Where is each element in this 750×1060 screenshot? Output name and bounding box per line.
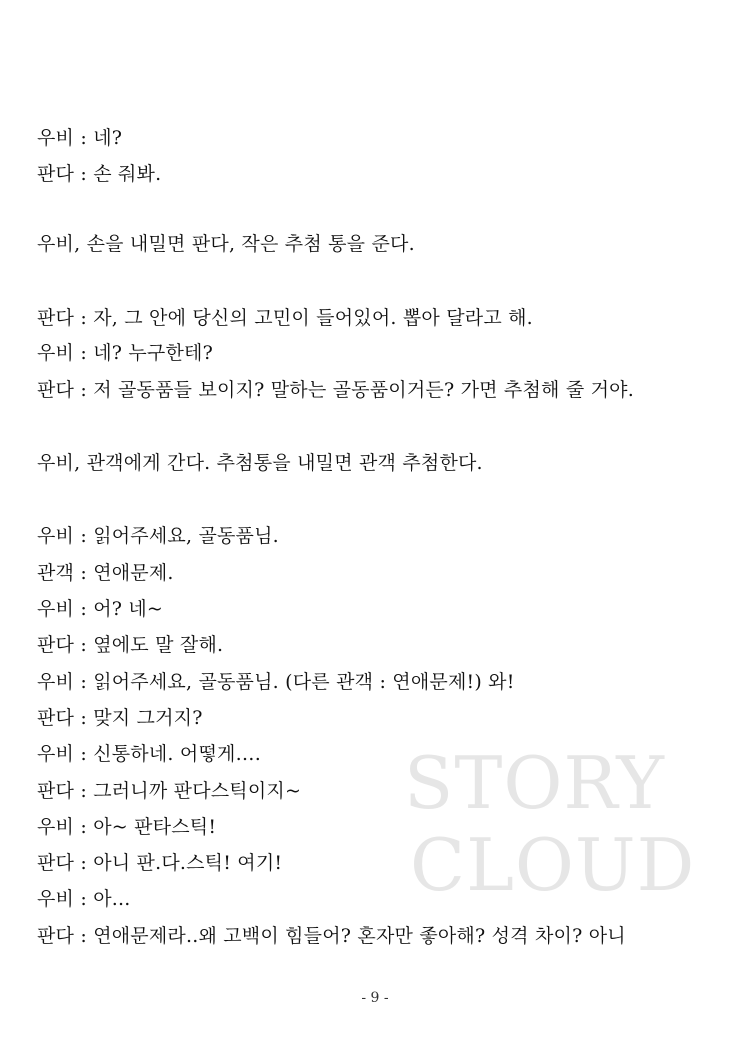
page-number: - 9 - <box>361 990 389 1006</box>
script-line: 판다 : 그러니까 판다스틱이지~ <box>37 780 302 802</box>
watermark-line2: CLOUD <box>410 823 696 907</box>
stage-direction: 우비, 손을 내밀면 판다, 작은 추첨 통을 준다. <box>37 233 415 255</box>
stage-direction: 우비, 관객에게 간다. 추첨통을 내밀면 관객 추첨한다. <box>37 452 483 474</box>
script-line: 우비 : 읽어주세요, 골동품님. <box>37 525 279 547</box>
script-line: 우비 : 어? 네~ <box>37 598 164 620</box>
watermark-line1: STORY <box>404 741 665 825</box>
script-line: 판다 : 손 줘봐. <box>37 163 162 185</box>
script-line: 우비 : 아~ 판타스틱! <box>37 816 217 838</box>
script-line: 우비 : 읽어주세요, 골동품님. (다른 관객 : 연애문제!) 와! <box>37 671 515 693</box>
script-line: 판다 : 자, 그 안에 당신의 고민이 들어있어. 뽑아 달라고 해. <box>37 307 533 329</box>
script-line: 우비 : 신통하네. 어떻게…. <box>37 743 261 765</box>
script-line: 판다 : 연애문제라..왜 고백이 힘들어? 혼자만 좋아해? 성격 차이? 아니 <box>37 925 626 947</box>
script-line: 판다 : 옆에도 말 잘해. <box>37 634 224 656</box>
script-line: 판다 : 저 골동품들 보이지? 말하는 골동품이거든? 가면 추첨해 줄 거야. <box>37 379 634 401</box>
script-line: 우비 : 네? <box>37 127 123 149</box>
script-line: 관객 : 연애문제. <box>37 562 174 584</box>
script-line: 우비 : 아... <box>37 888 131 910</box>
script-line: 우비 : 네? 누구한테? <box>37 342 213 364</box>
script-line: 판다 : 맞지 그거지? <box>37 707 203 729</box>
script-line: 판다 : 아니 판.다.스틱! 여기! <box>37 852 283 874</box>
watermark-logo <box>404 742 694 906</box>
